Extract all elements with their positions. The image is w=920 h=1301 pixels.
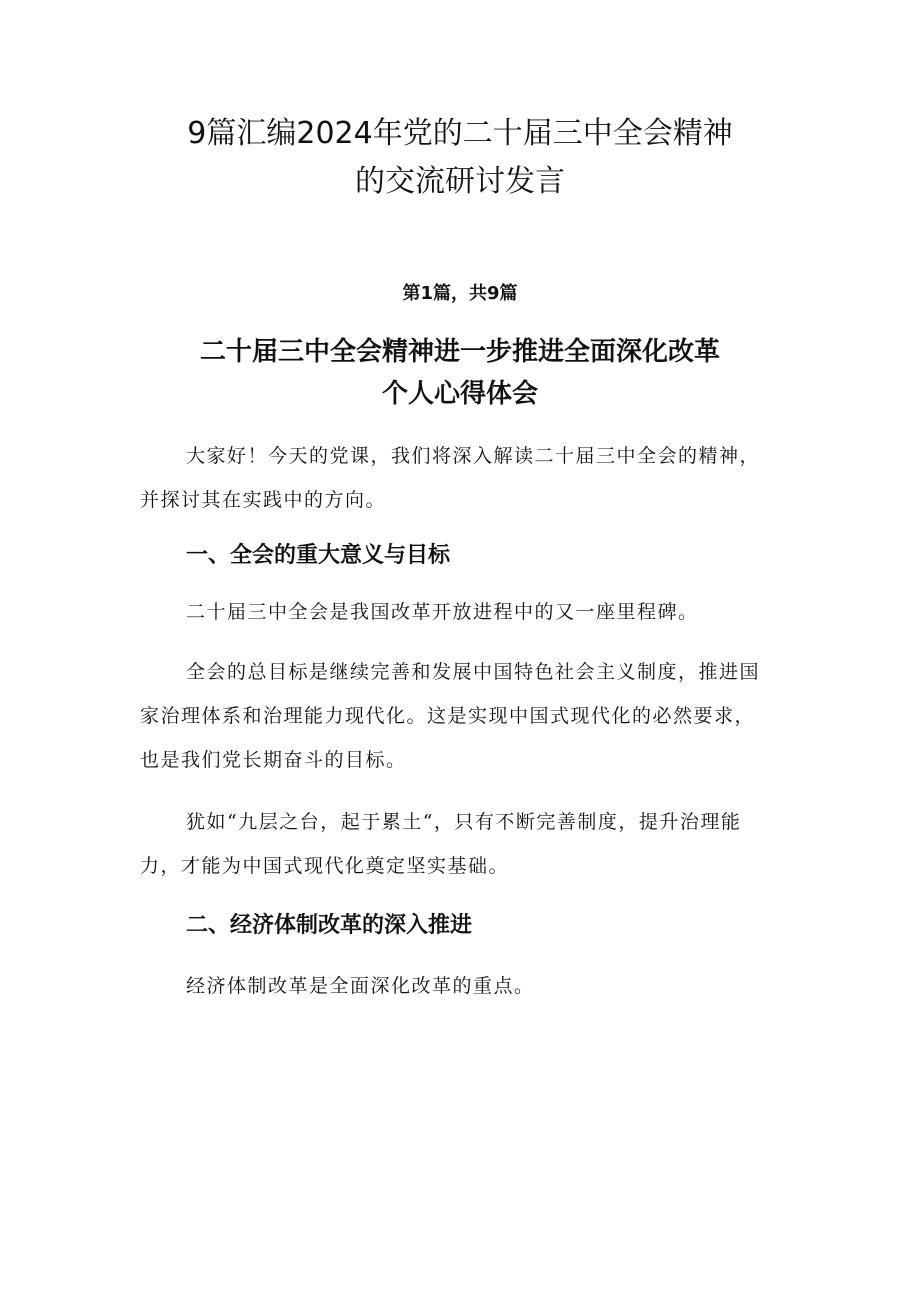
paragraph-intro <box>140 434 800 522</box>
paragraph-line: 力，才能为中国式现代化奠定坚实基础。 <box>140 855 510 877</box>
section-heading-1: 一、全会的重大意义与目标 <box>186 543 451 568</box>
paragraph-milestone <box>140 590 800 634</box>
paragraph-goal <box>140 650 800 782</box>
paragraph-line: 二十届三中全会是我国改革开放进程中的又一座里程碑。 <box>186 601 699 623</box>
article-title-line-2: 个人心得体会 <box>381 379 538 409</box>
document-title-line-2: 的交流研讨发言 <box>355 164 565 199</box>
paragraph-line: 犹如“九层之台，起于累土“，只有不断完善制度，提升治理能 <box>186 811 742 833</box>
paragraph-line: 也是我们党长期奋斗的目标。 <box>140 749 407 771</box>
section-heading-2: 二、经济体制改革的深入推进 <box>186 913 473 938</box>
paragraph-line: 经济体制改革是全面深化改革的重点。 <box>186 975 535 997</box>
part-label: 第1篇，共9篇 <box>402 283 518 304</box>
paragraph-foundation <box>140 800 800 888</box>
paragraph-economic <box>140 964 800 1008</box>
document-title-line-1: 9篇汇编2024年党的二十届三中全会精神 <box>187 116 733 151</box>
article-title-line-1: 二十届三中全会精神进一步推进全面深化改革 <box>199 337 720 367</box>
paragraph-line: 全会的总目标是继续完善和发展中国特色社会主义制度，推进国 <box>186 661 761 683</box>
paragraph-line: 并探讨其在实践中的方向。 <box>140 489 387 511</box>
paragraph-line: 家治理体系和治理能力现代化。这是实现中国式现代化的必然要求， <box>140 705 756 727</box>
paragraph-line: 大家好！今天的党课，我们将深入解读二十届三中全会的精神， <box>186 445 761 467</box>
